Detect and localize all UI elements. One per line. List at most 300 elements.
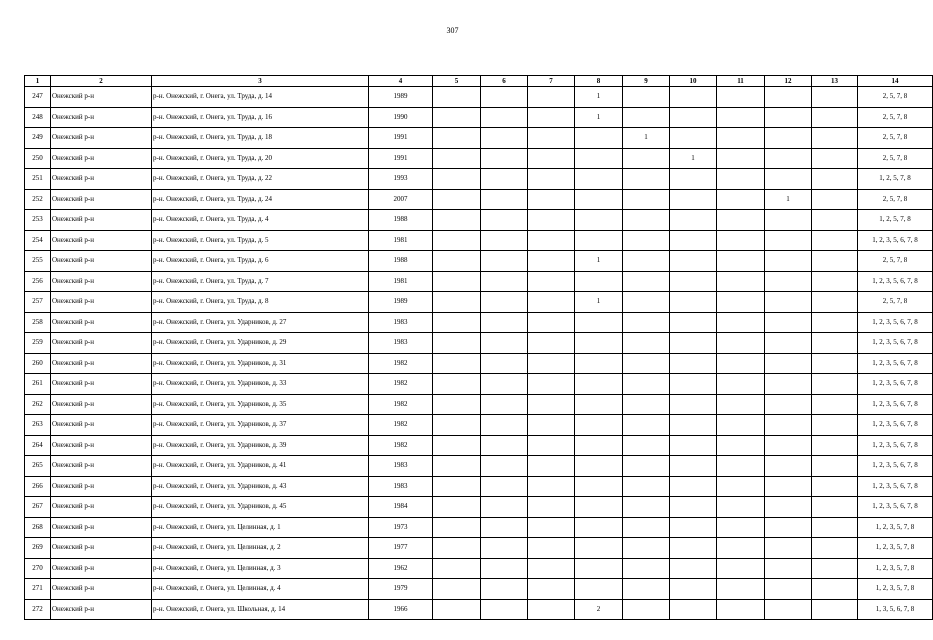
table-cell-col-11 <box>717 497 765 518</box>
table-cell-col-3: р-н. Онежский, г. Онега, ул. Труда, д. 8 <box>152 292 369 313</box>
table-cell-col-3: р-н. Онежский, г. Онега, ул. Труда, д. 16 <box>152 107 369 128</box>
table-cell-col-4: 1977 <box>369 538 433 559</box>
table-cell-col-8 <box>575 435 623 456</box>
column-header-1: 1 <box>25 76 51 87</box>
table-cell-col-12 <box>765 517 812 538</box>
table-cell-col-5 <box>433 312 481 333</box>
table-cell-col-13 <box>812 333 858 354</box>
table-cell-col-6 <box>481 374 528 395</box>
table-cell-col-9 <box>623 558 670 579</box>
table-cell-col-9 <box>623 456 670 477</box>
table-cell-col-9: 1 <box>623 128 670 149</box>
table-cell-col-12 <box>765 271 812 292</box>
table-cell-col-4: 1993 <box>369 169 433 190</box>
table-cell-col-14: 1, 3, 5, 6, 7, 8 <box>858 599 933 620</box>
table-cell-col-11 <box>717 353 765 374</box>
table-cell-col-1: 268 <box>25 517 51 538</box>
table-cell-col-14: 1, 2, 5, 7, 8 <box>858 169 933 190</box>
table-cell-col-2: Онежский р-н <box>51 251 152 272</box>
table-cell-col-6 <box>481 333 528 354</box>
table-cell-col-14: 1, 2, 3, 5, 6, 7, 8 <box>858 476 933 497</box>
table-cell-col-1: 262 <box>25 394 51 415</box>
table-cell-col-2: Онежский р-н <box>51 271 152 292</box>
table-cell-col-12 <box>765 292 812 313</box>
table-cell-col-3: р-н. Онежский, г. Онега, ул. Ударников, д. 39 <box>152 435 369 456</box>
column-header-11: 11 <box>717 76 765 87</box>
table-cell-col-9 <box>623 476 670 497</box>
table-cell-col-1: 264 <box>25 435 51 456</box>
table-cell-col-13 <box>812 599 858 620</box>
table-cell-col-10 <box>670 210 717 231</box>
table-cell-col-9 <box>623 87 670 108</box>
table-cell-col-9 <box>623 415 670 436</box>
table-cell-col-13 <box>812 312 858 333</box>
table-header <box>25 76 933 87</box>
table-cell-col-11 <box>717 517 765 538</box>
table-cell-col-7 <box>528 374 575 395</box>
table-cell-col-5 <box>433 476 481 497</box>
table-cell-col-3: р-н. Онежский, г. Онега, ул. Ударников, д. 27 <box>152 312 369 333</box>
table-cell-col-4: 1984 <box>369 497 433 518</box>
table-cell-col-10: 1 <box>670 148 717 169</box>
table-cell-col-12 <box>765 415 812 436</box>
table-cell-col-14: 1, 2, 3, 5, 6, 7, 8 <box>858 333 933 354</box>
table-cell-col-8 <box>575 169 623 190</box>
table-cell-col-13 <box>812 517 858 538</box>
table-cell-col-2: Онежский р-н <box>51 353 152 374</box>
table-cell-col-7 <box>528 517 575 538</box>
table-cell-col-1: 258 <box>25 312 51 333</box>
table-row <box>25 394 933 415</box>
table-cell-col-8 <box>575 271 623 292</box>
table-cell-col-4: 1966 <box>369 599 433 620</box>
table-cell-col-12 <box>765 251 812 272</box>
table-cell-col-2: Онежский р-н <box>51 497 152 518</box>
table-cell-col-6 <box>481 435 528 456</box>
table-cell-col-2: Онежский р-н <box>51 599 152 620</box>
table-cell-col-9 <box>623 230 670 251</box>
table-cell-col-4: 1982 <box>369 394 433 415</box>
table-cell-col-11 <box>717 415 765 436</box>
table-cell-col-2: Онежский р-н <box>51 374 152 395</box>
table-cell-col-9 <box>623 394 670 415</box>
table-cell-col-1: 261 <box>25 374 51 395</box>
table-cell-col-12 <box>765 456 812 477</box>
table-cell-col-14: 2, 5, 7, 8 <box>858 148 933 169</box>
table-cell-col-1: 251 <box>25 169 51 190</box>
table-cell-col-3: р-н. Онежский, г. Онега, ул. Ударников, д. 35 <box>152 394 369 415</box>
table-cell-col-7 <box>528 476 575 497</box>
table-cell-col-12 <box>765 579 812 600</box>
table-cell-col-7 <box>528 251 575 272</box>
table-cell-col-6 <box>481 230 528 251</box>
table-cell-col-7 <box>528 169 575 190</box>
table-cell-col-13 <box>812 435 858 456</box>
table-cell-col-6 <box>481 476 528 497</box>
table-cell-col-2: Онежский р-н <box>51 579 152 600</box>
table-cell-col-11 <box>717 251 765 272</box>
table-cell-col-8 <box>575 497 623 518</box>
table-cell-col-6 <box>481 251 528 272</box>
table-cell-col-14: 1, 2, 3, 5, 6, 7, 8 <box>858 456 933 477</box>
table-cell-col-1: 270 <box>25 558 51 579</box>
table-cell-col-13 <box>812 394 858 415</box>
table-cell-col-7 <box>528 312 575 333</box>
table-cell-col-6 <box>481 169 528 190</box>
table-cell-col-14: 1, 2, 3, 5, 7, 8 <box>858 538 933 559</box>
table-cell-col-4: 1962 <box>369 558 433 579</box>
table-row <box>25 374 933 395</box>
table-cell-col-2: Онежский р-н <box>51 435 152 456</box>
table-row <box>25 169 933 190</box>
table-cell-col-4: 1982 <box>369 435 433 456</box>
table-cell-col-10 <box>670 415 717 436</box>
table-cell-col-3: р-н. Онежский, г. Онега, ул. Ударников, д. 33 <box>152 374 369 395</box>
table-row <box>25 579 933 600</box>
table-cell-col-5 <box>433 538 481 559</box>
table-cell-col-9 <box>623 579 670 600</box>
table-cell-col-6 <box>481 148 528 169</box>
table-cell-col-3: р-н. Онежский, г. Онега, ул. Целинная, д. 1 <box>152 517 369 538</box>
table-cell-col-13 <box>812 189 858 210</box>
table-cell-col-12 <box>765 87 812 108</box>
table-cell-col-6 <box>481 312 528 333</box>
table-cell-col-8 <box>575 128 623 149</box>
table-cell-col-12 <box>765 169 812 190</box>
table-cell-col-11 <box>717 435 765 456</box>
column-header-10: 10 <box>670 76 717 87</box>
table-cell-col-6 <box>481 353 528 374</box>
table-cell-col-3: р-н. Онежский, г. Онега, ул. Труда, д. 6 <box>152 251 369 272</box>
table-cell-col-1: 269 <box>25 538 51 559</box>
table-cell-col-8 <box>575 456 623 477</box>
table-cell-col-2: Онежский р-н <box>51 558 152 579</box>
table-cell-col-8 <box>575 394 623 415</box>
table-cell-col-6 <box>481 497 528 518</box>
table-cell-col-8 <box>575 538 623 559</box>
table-cell-col-13 <box>812 579 858 600</box>
table-cell-col-10 <box>670 374 717 395</box>
column-header-9: 9 <box>623 76 670 87</box>
table-cell-col-5 <box>433 435 481 456</box>
table-cell-col-7 <box>528 107 575 128</box>
table-cell-col-2: Онежский р-н <box>51 333 152 354</box>
table-cell-col-10 <box>670 107 717 128</box>
header-row <box>25 76 933 87</box>
table-cell-col-11 <box>717 579 765 600</box>
column-header-5: 5 <box>433 76 481 87</box>
table-row <box>25 251 933 272</box>
table-cell-col-10 <box>670 476 717 497</box>
table-cell-col-11 <box>717 312 765 333</box>
table-row <box>25 148 933 169</box>
table-cell-col-13 <box>812 292 858 313</box>
table-cell-col-12 <box>765 148 812 169</box>
table-cell-col-3: р-н. Онежский, г. Онега, ул. Ударников, д. 37 <box>152 415 369 436</box>
table-cell-col-8 <box>575 415 623 436</box>
table-body <box>25 87 933 620</box>
table-cell-col-7 <box>528 292 575 313</box>
table-cell-col-5 <box>433 599 481 620</box>
table-cell-col-8 <box>575 230 623 251</box>
table-cell-col-13 <box>812 497 858 518</box>
table-cell-col-14: 1, 2, 3, 5, 6, 7, 8 <box>858 394 933 415</box>
table-cell-col-8 <box>575 312 623 333</box>
table-cell-col-10 <box>670 558 717 579</box>
table-cell-col-10 <box>670 292 717 313</box>
table-cell-col-5 <box>433 210 481 231</box>
table-row <box>25 210 933 231</box>
table-cell-col-9 <box>623 435 670 456</box>
table-cell-col-1: 265 <box>25 456 51 477</box>
table-cell-col-1: 248 <box>25 107 51 128</box>
table-cell-col-13 <box>812 415 858 436</box>
table-cell-col-10 <box>670 333 717 354</box>
table-cell-col-13 <box>812 374 858 395</box>
table-cell-col-9 <box>623 497 670 518</box>
table-cell-col-5 <box>433 189 481 210</box>
table-cell-col-13 <box>812 210 858 231</box>
table-cell-col-1: 249 <box>25 128 51 149</box>
table-cell-col-10 <box>670 169 717 190</box>
table-cell-col-7 <box>528 128 575 149</box>
table-cell-col-3: р-н. Онежский, г. Онега, ул. Труда, д. 5 <box>152 230 369 251</box>
table-cell-col-2: Онежский р-н <box>51 87 152 108</box>
table-cell-col-4: 1982 <box>369 415 433 436</box>
table-cell-col-5 <box>433 107 481 128</box>
table-cell-col-5 <box>433 292 481 313</box>
table-cell-col-12 <box>765 312 812 333</box>
table-cell-col-11 <box>717 107 765 128</box>
table-cell-col-11 <box>717 538 765 559</box>
table-cell-col-5 <box>433 374 481 395</box>
table-cell-col-11 <box>717 169 765 190</box>
table-cell-col-8 <box>575 333 623 354</box>
table-cell-col-14: 1, 2, 3, 5, 6, 7, 8 <box>858 271 933 292</box>
table-cell-col-6 <box>481 271 528 292</box>
table-cell-col-3: р-н. Онежский, г. Онега, ул. Ударников, д. 43 <box>152 476 369 497</box>
table-cell-col-11 <box>717 189 765 210</box>
table-cell-col-7 <box>528 538 575 559</box>
column-header-4: 4 <box>369 76 433 87</box>
table-cell-col-1: 250 <box>25 148 51 169</box>
table-cell-col-6 <box>481 456 528 477</box>
table-cell-col-8 <box>575 210 623 231</box>
table-cell-col-12 <box>765 476 812 497</box>
table-cell-col-4: 1982 <box>369 374 433 395</box>
table-cell-col-1: 272 <box>25 599 51 620</box>
table-cell-col-14: 1, 2, 3, 5, 6, 7, 8 <box>858 374 933 395</box>
table-cell-col-12 <box>765 107 812 128</box>
table-cell-col-14: 1, 2, 3, 5, 6, 7, 8 <box>858 415 933 436</box>
table-cell-col-11 <box>717 271 765 292</box>
table-cell-col-12 <box>765 374 812 395</box>
table-cell-col-2: Онежский р-н <box>51 456 152 477</box>
table-cell-col-2: Онежский р-н <box>51 128 152 149</box>
table-cell-col-5 <box>433 87 481 108</box>
table-cell-col-5 <box>433 333 481 354</box>
table-cell-col-13 <box>812 107 858 128</box>
table-cell-col-10 <box>670 579 717 600</box>
table-cell-col-11 <box>717 210 765 231</box>
table-row <box>25 189 933 210</box>
table-cell-col-10 <box>670 251 717 272</box>
page-number: 307 <box>446 26 459 35</box>
table-cell-col-4: 1983 <box>369 456 433 477</box>
table-cell-col-7 <box>528 497 575 518</box>
table-cell-col-5 <box>433 251 481 272</box>
table-cell-col-8 <box>575 517 623 538</box>
table-row <box>25 312 933 333</box>
table-cell-col-3: р-н. Онежский, г. Онега, ул. Целинная, д. 4 <box>152 579 369 600</box>
table-cell-col-4: 1973 <box>369 517 433 538</box>
table-cell-col-4: 1990 <box>369 107 433 128</box>
table-cell-col-3: р-н. Онежский, г. Онега, ул. Труда, д. 22 <box>152 169 369 190</box>
table-cell-col-10 <box>670 456 717 477</box>
table-cell-col-4: 1991 <box>369 128 433 149</box>
table-cell-col-10 <box>670 128 717 149</box>
table-cell-col-2: Онежский р-н <box>51 415 152 436</box>
table-cell-col-1: 254 <box>25 230 51 251</box>
table-cell-col-13 <box>812 230 858 251</box>
table-cell-col-4: 1981 <box>369 230 433 251</box>
table-cell-col-7 <box>528 210 575 231</box>
table-cell-col-13 <box>812 476 858 497</box>
table-cell-col-1: 255 <box>25 251 51 272</box>
table-cell-col-4: 1988 <box>369 210 433 231</box>
table-cell-col-5 <box>433 148 481 169</box>
table-cell-col-14: 1, 2, 3, 5, 6, 7, 8 <box>858 435 933 456</box>
table-cell-col-5 <box>433 128 481 149</box>
table-cell-col-11 <box>717 148 765 169</box>
table-cell-col-13 <box>812 538 858 559</box>
table-cell-col-11 <box>717 292 765 313</box>
table-row <box>25 415 933 436</box>
table-cell-col-9 <box>623 107 670 128</box>
table-cell-col-7 <box>528 599 575 620</box>
table-cell-col-8 <box>575 353 623 374</box>
table-cell-col-14: 1, 2, 3, 5, 6, 7, 8 <box>858 497 933 518</box>
table-cell-col-7 <box>528 415 575 436</box>
table-cell-col-14: 2, 5, 7, 8 <box>858 251 933 272</box>
table-cell-col-7 <box>528 456 575 477</box>
column-header-7: 7 <box>528 76 575 87</box>
table-row <box>25 87 933 108</box>
table-cell-col-13 <box>812 353 858 374</box>
table-cell-col-10 <box>670 497 717 518</box>
table-cell-col-2: Онежский р-н <box>51 292 152 313</box>
table-cell-col-4: 1982 <box>369 353 433 374</box>
table-cell-col-14: 2, 5, 7, 8 <box>858 292 933 313</box>
table-cell-col-12 <box>765 333 812 354</box>
table-cell-col-5 <box>433 394 481 415</box>
table-cell-col-12 <box>765 538 812 559</box>
table-cell-col-11 <box>717 476 765 497</box>
table-cell-col-3: р-н. Онежский, г. Онега, ул. Целинная, д. 3 <box>152 558 369 579</box>
table-cell-col-8 <box>575 558 623 579</box>
table-cell-col-4: 1989 <box>369 292 433 313</box>
table-cell-col-2: Онежский р-н <box>51 476 152 497</box>
table-cell-col-13 <box>812 251 858 272</box>
table-cell-col-7 <box>528 148 575 169</box>
table-cell-col-6 <box>481 599 528 620</box>
table-cell-col-1: 253 <box>25 210 51 231</box>
table-cell-col-6 <box>481 128 528 149</box>
table-cell-col-4: 1983 <box>369 476 433 497</box>
table-cell-col-14: 2, 5, 7, 8 <box>858 107 933 128</box>
table-row <box>25 456 933 477</box>
table-cell-col-6 <box>481 210 528 231</box>
table-cell-col-13 <box>812 169 858 190</box>
table-cell-col-5 <box>433 456 481 477</box>
table-cell-col-9 <box>623 189 670 210</box>
table-cell-col-10 <box>670 353 717 374</box>
table-row <box>25 497 933 518</box>
table-cell-col-9 <box>623 271 670 292</box>
table-cell-col-4: 2007 <box>369 189 433 210</box>
table-cell-col-2: Онежский р-н <box>51 230 152 251</box>
table-cell-col-7 <box>528 333 575 354</box>
table-cell-col-3: р-н. Онежский, г. Онега, ул. Ударников, д. 31 <box>152 353 369 374</box>
table-cell-col-1: 266 <box>25 476 51 497</box>
table-cell-col-10 <box>670 312 717 333</box>
column-header-13: 13 <box>812 76 858 87</box>
table-cell-col-4: 1979 <box>369 579 433 600</box>
table-cell-col-7 <box>528 271 575 292</box>
table-cell-col-3: р-н. Онежский, г. Онега, ул. Труда, д. 4 <box>152 210 369 231</box>
table-row <box>25 353 933 374</box>
table-cell-col-7 <box>528 579 575 600</box>
table-cell-col-5 <box>433 169 481 190</box>
table-cell-col-7 <box>528 353 575 374</box>
data-table <box>24 75 933 620</box>
table-cell-col-6 <box>481 579 528 600</box>
table-cell-col-11 <box>717 374 765 395</box>
table-cell-col-3: р-н. Онежский, г. Онега, ул. Ударников, д. 29 <box>152 333 369 354</box>
table-cell-col-12 <box>765 599 812 620</box>
table-cell-col-2: Онежский р-н <box>51 169 152 190</box>
table-cell-col-12 <box>765 394 812 415</box>
column-header-6: 6 <box>481 76 528 87</box>
table-row <box>25 435 933 456</box>
column-header-12: 12 <box>765 76 812 87</box>
table-cell-col-4: 1983 <box>369 333 433 354</box>
table-cell-col-14: 1, 2, 3, 5, 7, 8 <box>858 517 933 538</box>
table-cell-col-12 <box>765 210 812 231</box>
table-cell-col-5 <box>433 517 481 538</box>
table-cell-col-9 <box>623 333 670 354</box>
table-cell-col-10 <box>670 394 717 415</box>
table-cell-col-14: 2, 5, 7, 8 <box>858 128 933 149</box>
table-cell-col-14: 1, 2, 3, 5, 7, 8 <box>858 558 933 579</box>
table-cell-col-8: 1 <box>575 292 623 313</box>
table-cell-col-2: Онежский р-н <box>51 312 152 333</box>
table-cell-col-3: р-н. Онежский, г. Онега, ул. Труда, д. 18 <box>152 128 369 149</box>
table-cell-col-12: 1 <box>765 189 812 210</box>
table-cell-col-14: 2, 5, 7, 8 <box>858 189 933 210</box>
table-cell-col-2: Онежский р-н <box>51 189 152 210</box>
table-cell-col-6 <box>481 87 528 108</box>
table-cell-col-6 <box>481 107 528 128</box>
table-cell-col-1: 252 <box>25 189 51 210</box>
table-cell-col-8 <box>575 374 623 395</box>
table-cell-col-3: р-н. Онежский, г. Онега, ул. Труда, д. 14 <box>152 87 369 108</box>
table-cell-col-10 <box>670 517 717 538</box>
table-cell-col-13 <box>812 87 858 108</box>
table-cell-col-9 <box>623 374 670 395</box>
table-cell-col-5 <box>433 353 481 374</box>
column-header-3: 3 <box>152 76 369 87</box>
